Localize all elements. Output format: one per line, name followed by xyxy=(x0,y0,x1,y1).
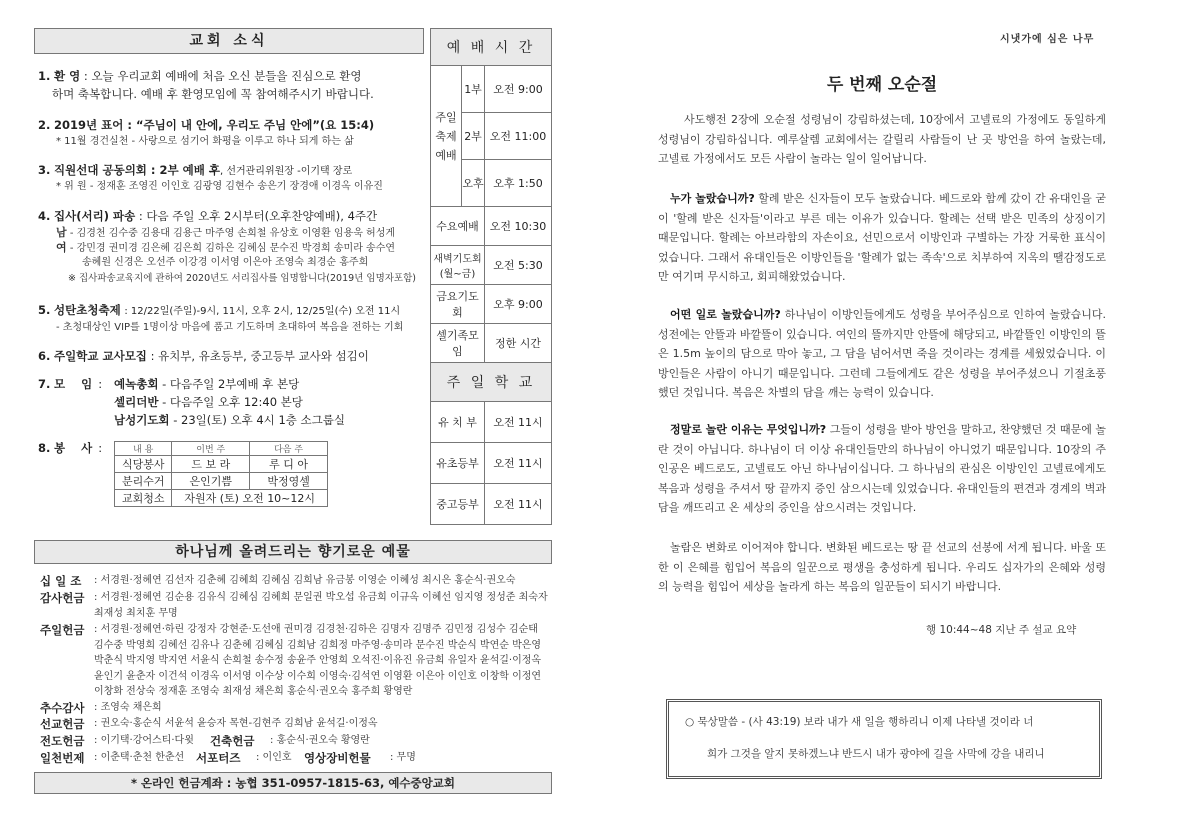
service-name: 금요기도회 xyxy=(431,285,485,324)
duty-header: 이번 주 xyxy=(172,442,250,456)
offering-label: 주일헌금 xyxy=(40,623,85,637)
school-time: 오전 11시 xyxy=(485,443,552,484)
meeting-2: 셀리더반 - 다음주일 오후 12:40 본당 xyxy=(114,395,303,409)
news-item-4-male: 남 - 김경천 김수중 김용대 김용근 마주영 손희철 유상호 이영환 임용욱 허성게 xyxy=(56,226,396,239)
school-time: 오전 11시 xyxy=(485,402,552,443)
meeting-1: 예녹총회 - 다음주일 2부예배 후 본당 xyxy=(114,377,300,391)
offering-names: : 서경원·정혜연 김순용 김유식 김혜심 김혜희 문일권 박오섭 유금희 이규옥 이혜선 임지영 정성준 최숙자 최재성 최치훈 무명 xyxy=(94,592,548,619)
sermon-source: 행 10:44~48 지난 주 설교 요약 xyxy=(926,624,1077,636)
offering-names: : 홍순식·권오숙 황영란 xyxy=(270,735,370,746)
sunday-part: 오후 xyxy=(462,160,485,207)
meditation-box xyxy=(666,699,1102,779)
schedule-title: 예 배 시 간 xyxy=(431,29,552,66)
offering-names: : 서경원·정혜연·하린 강정자 강현준·도선애 권미경 김경천·김하은 김명자 김명주 김민정 김성수 김순태 김수중 박영희 김혜선 김유나 김춘혜 김혜심 김희남 김희정 마주영·송미라 문수진 박순식 박연순 박은영 박춘식 박지영 박지연 서윤식 손희철 송수정 송윤주 안영희 오석진·이유진 유금희 유일자 윤석길·이정옥 윤인기 윤춘자 이건석 이경옥 이서영 이수상 이수희 이영숙·김석연 이영환 이은아 이인호 이창학 이정연 이창화 전상숙 정재훈 조영숙 최재성 채은희 홍순식·권오숙 홍주희 황영란 xyxy=(94,624,542,697)
news-item-3-sub: * 위 원 - 정재훈 조영진 이인호 김광영 김현수 송은기 장경애 이경옥 이유진 xyxy=(56,181,383,192)
offering-label: 추수감사 xyxy=(40,701,85,715)
news-item-6: 6. 주일학교 교사모집 : 유치부, 유초등부, 중고등부 교사와 섬김이 xyxy=(38,349,369,363)
offering-names: : 이기택·강어스티·다윗 xyxy=(94,735,194,746)
news-item-3: 3. 직원선대 공동의회 : 2부 예배 후, 선거관리위원장 -이기택 장로 xyxy=(38,163,353,177)
service-time: 오후 9:00 xyxy=(485,285,552,324)
news-item-7: 7. 모 임: xyxy=(38,377,103,391)
service-name: 셀기족모임 xyxy=(431,324,485,363)
duty-cell: 드 보 라 xyxy=(172,456,250,473)
sermon-title: 두 번째 오순절 xyxy=(826,75,938,95)
service-time: 오전 10:30 xyxy=(485,207,552,246)
offering-names: : 무명 xyxy=(390,752,416,763)
news-item-4-female: 여 - 강민경 권미경 김은혜 김은희 김하은 김혜심 문수진 박경희 송미라 송수연 xyxy=(56,241,396,254)
school-time: 오전 11시 xyxy=(485,484,552,525)
sunday-time: 오전 9:00 xyxy=(485,66,552,113)
news-item-2-sub: * 11월 경건실천 - 사랑으로 섬기어 화평을 이루고 하나 되게 하는 삶 xyxy=(56,136,354,147)
offering-names: : 권오숙·홍순식 서윤석 윤승자 목현-김현주 김희남 윤석길·이정옥 xyxy=(94,718,378,729)
school-name: 유초등부 xyxy=(431,443,485,484)
news-item-1-cont: 하며 축복합니다. 예배 후 환영모임에 꼭 참여해주시기 바랍니다. xyxy=(52,87,374,101)
duty-header: 내 용 xyxy=(115,442,172,456)
offering-label: 일천번제 xyxy=(40,751,85,765)
sermon-paragraph: 누가 놀랐습니까? 할례 받은 신자들이 모두 놀랐습니다. 베드로와 함께 갔이 간 유대인을 굳이 '할례 받은 신자들'이라고 부른 데는 이유가 있습니다. 할례는 선택 받은 민족의 상징이기 때문입니다. 할례는 아브라함의 자손이요, 선민으로서 이방인과 구별하는 가장 거룩한 표식이었습니다. 그래서 유대인들은 이방인들을 '할례가 없는 족속'으로 치부하여 지옥의 땔감정도로만 여기며 무시하고, 회피해왔었습니다. xyxy=(658,192,1106,283)
news-title: 교회 소식 xyxy=(34,28,424,54)
duty-cell: 루 디 아 xyxy=(250,456,328,473)
service-name: 수요예배 xyxy=(431,207,485,246)
meditation-line-1: ○ 묵상말씀 - (사 43:19) 보라 내가 새 일을 행하리니 이제 나타낼 것이라 너 xyxy=(685,716,1034,728)
duty-cell: 식당봉사 xyxy=(115,456,172,473)
duty-cell: 은인기쁨 xyxy=(172,473,250,490)
news-item-4-female2: 송혜원 신경은 오선주 이강경 이서영 이은아 조영숙 최경순 홍주희 xyxy=(82,257,369,268)
sermon-paragraph: 정말로 놀란 이유는 무엇입니까? 그들이 성령을 받아 방언을 말하고, 찬양했던 것 때문에 놀란 것이 아닙니다. 하나님이 더 이상 유대인들만의 하나님이 아니었기 때문입니다. 10장의 주인공은 베드로도, 고넬료도 아닌 하나님이십니다. 그 하나님의 관심은 이방인인 고넬료에게도 복음과 성령을 주셔서 땅 끝까지 증인 삼으시는데 있었습니다. 유대인들의 편견과 경계의 벽과 담을 깨뜨리고 온 세상의 증인을 삼으시려는 것입니다. xyxy=(658,423,1106,514)
offering-label: 십 일 조 xyxy=(40,574,82,588)
service-time: 오전 5:30 xyxy=(485,246,552,285)
meeting-3: 남성기도회 - 23일(토) 오후 4시 1층 소그룹실 xyxy=(114,413,345,427)
sermon-paragraph: 어떤 일로 놀랐습니까? 하나님이 이방인들에게도 성령을 부어주심으로 인하여 놀랐습니다. 성전에는 안뜰과 바깥뜰이 있습니다. 여인의 뜰까지만 안뜰에 해당되고, 바깥뜰인 이방인의 뜰은 1.5m 높이의 담으로 막아 놓고, 그 담을 넘어서면 죽을 것이라는 경계를 세웠었습니다. 이방인들은 사람이 아니기 때문입니다. 그런데 그들에게도 같은 성령을 부어주셨으니 기절초풍했던 것입니다. 복음은 차별의 담을 깨는 능력이 있습니다. xyxy=(658,308,1106,399)
offering-names: : 서경원·정혜연 김선자 김춘혜 김혜희 김혜심 김희남 유금봉 이영순 이혜성 최시은 홍순식·권오숙 xyxy=(94,575,516,586)
online-offering-account: * 온라인 헌금계좌 : 농협 351-0957-1815-63, 예수중앙교회 xyxy=(34,772,552,794)
offering-names: : 이춘택·춘천 한춘선 xyxy=(94,752,185,763)
news-item-4-note: ※ 집사파송교육지에 관하여 2020년도 서리집사를 임명합니다(2019년 임명자포함) xyxy=(68,273,416,284)
offering-label: 선교헌금 xyxy=(40,717,85,731)
meditation-line-2: 희가 그것을 알지 못하겠느냐 반드시 내가 광야에 길을 사막에 강을 내리니 xyxy=(707,748,1045,760)
sunday-part: 1부 xyxy=(462,66,485,113)
duty-cell: 박정영셀 xyxy=(250,473,328,490)
sermon-paragraph: 놀람은 변화로 이어져야 합니다. 변화된 베드로는 땅 끝 선교의 선봉에 서게 됩니다. 바울 또한 이 은혜를 힘입어 복음의 일꾼으로 평생을 충성하게 됩니다. 우리도 십자가의 은혜와 성령의 능력을 힘입어 세상을 놀라게 하는 복음의 일꾼들이 되시기 바랍니다. xyxy=(658,541,1106,593)
offering-label: 영상장비헌물 xyxy=(304,751,371,765)
worship-schedule-table xyxy=(430,28,552,525)
news-item-4: 4. 집사(서리) 파송 : 다음 주일 오후 2시부터(오후찬양예배), 4주간 xyxy=(38,209,378,223)
sunday-label: 주일 축제 예배 xyxy=(431,66,462,207)
duty-header: 다음 주 xyxy=(250,442,328,456)
duty-table xyxy=(114,441,328,507)
duty-cell: 교회청소 xyxy=(115,490,172,507)
sunday-part: 2부 xyxy=(462,113,485,160)
offering-label: 건축헌금 xyxy=(210,734,255,748)
service-time: 정한 시간 xyxy=(485,324,552,363)
sunday-time: 오후 1:50 xyxy=(485,160,552,207)
news-item-5-sub: - 초청대상인 VIP를 1명이상 마음에 품고 기도하며 초대하여 복음을 전하는 기회 xyxy=(56,322,404,333)
offering-label: 전도헌금 xyxy=(40,734,85,748)
news-item-5: 5. 성탄초청축제 : 12/22일(주일)-9시, 11시, 오후 2시, 12/25일(수) 오전 11시 xyxy=(38,303,401,317)
sunday-time: 오전 11:00 xyxy=(485,113,552,160)
school-name: 유 치 부 xyxy=(431,402,485,443)
offering-names: : 조영숙 채은희 xyxy=(94,702,162,713)
school-title: 주 일 학 교 xyxy=(431,363,552,402)
offering-label: 감사헌금 xyxy=(40,591,85,605)
news-item-2: 2. 2019년 표어 : “주님이 내 안에, 우리도 주님 안에”(요 15:4) xyxy=(38,118,375,132)
offering-label: 서포터즈 xyxy=(196,751,241,765)
news-item-1: 1. 환 영 : 오늘 우리교회 예배에 처음 오신 분들을 진심으로 환영 xyxy=(38,69,362,83)
offering-names: : 이인호 xyxy=(256,752,292,763)
duty-cell: 자원자 (토) 오전 10~12시 xyxy=(172,490,328,507)
sermon-paragraph: 사도행전 2장에 오순절 성령님이 강림하셨는데, 10장에서 고넬료의 가정에도 동일하게 성령님이 강림하십니다. 예루살렘 교회에서는 갈릴리 사람들이 난 곳 방언을 하여 놀랐는데, 고넬료 가정에서도 모든 사람이 놀라는 일이 일어납니다. xyxy=(658,113,1106,165)
service-name: 새벽기도회 (월~금) xyxy=(431,246,485,285)
news-item-8: 8. 봉 사: xyxy=(38,441,103,455)
school-name: 중고등부 xyxy=(431,484,485,525)
corner-title: 시냇가에 심은 나무 xyxy=(1000,34,1095,45)
duty-cell: 분리수거 xyxy=(115,473,172,490)
offering-title: 하나님께 올려드리는 향기로운 예물 xyxy=(34,540,552,564)
